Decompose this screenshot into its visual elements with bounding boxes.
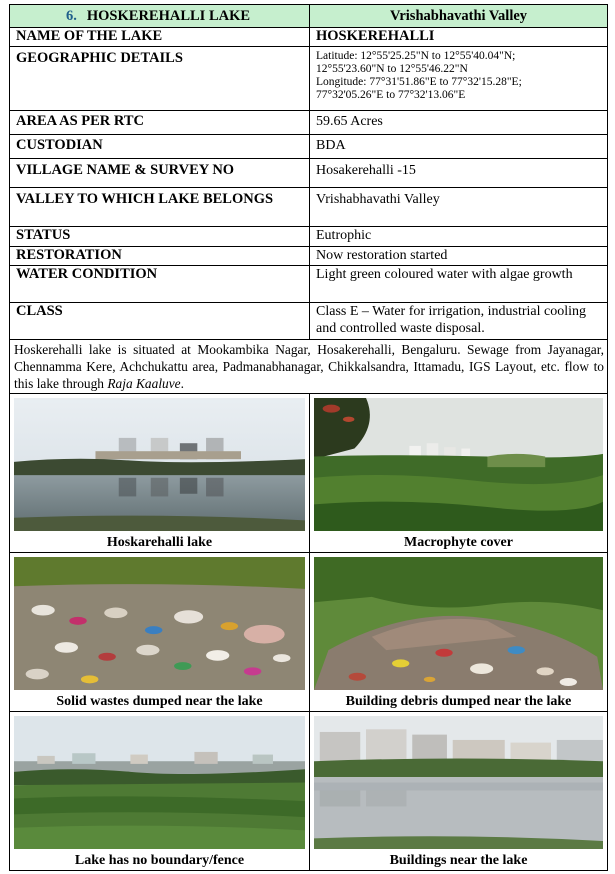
lake-description [10,340,608,394]
photo-cell-buildings [310,712,608,871]
value-village-survey: Hosakerehalli -15 [310,159,608,188]
description-italic: Raja Kaaluve [107,376,181,391]
value-status: Eutrophic [310,227,608,247]
lake-info-table [9,4,608,871]
lake-header-valley: Vrishabhavathi Valley [310,5,608,28]
photo-caption: Solid wastes dumped near the lake [56,694,263,709]
photo-caption: Macrophyte cover [404,535,513,550]
photo-caption: Buildings near the lake [389,853,528,868]
photo-cell-lake [10,394,310,553]
photo-caption: Hoskarehalli lake [106,535,213,550]
geo-line: 12°55'23.60"N to 12°55'46.22"N [316,63,468,75]
photo-lake-view [14,398,305,531]
photo-macrophyte-cover [314,398,603,531]
value-custodian: BDA [310,135,608,159]
lake-title: HOSKEREHALLI LAKE [86,7,251,24]
value-valley: Vrishabhavathi Valley [310,188,608,227]
label-status: STATUS [10,227,310,247]
photo-building-debris [314,557,603,690]
label-village-survey: VILLAGE NAME & SURVEY NO [10,159,310,188]
geo-line: 77°32'05.26"E to 77°32'13.06"E [316,89,466,101]
value-area: 59.65 Acres [310,111,608,135]
lake-number: 6. [66,7,77,24]
photo-caption: Lake has no boundary/fence [74,853,245,868]
value-restoration: Now restoration started [310,247,608,266]
photo-no-boundary [14,716,305,849]
photo-buildings-near-lake [314,716,603,849]
label-custodian: CUSTODIAN [10,135,310,159]
label-area: AREA AS PER RTC [10,111,310,135]
label-lake-name: NAME OF THE LAKE [10,28,310,47]
photo-solid-wastes [14,557,305,690]
label-valley: VALLEY TO WHICH LAKE BELONGS [10,188,310,227]
geo-line: Longitude: 77°31'51.86"E to 77°32'15.28"E; [316,76,522,88]
photo-cell-no-boundary [10,712,310,871]
photo-cell-macrophyte [310,394,608,553]
photo-cell-building-debris [310,553,608,712]
value-water-condition: Light green coloured water with algae growth [310,266,608,303]
label-restoration: RESTORATION [10,247,310,266]
value-class: Class E – Water for irrigation, industrial cooling and controlled waste disposal. [310,303,608,340]
label-water-condition: WATER CONDITION [10,266,310,303]
lake-header-title-cell [10,5,310,28]
value-lake-name: HOSKEREHALLI [310,28,608,47]
description-text: Hoskerehalli lake is situated at Mookambika Nagar, Hosakerehalli, Bengaluru. Sewage from Jayanagar, Chennamma Kere, Achchukattu area, Padmanabhanagar, Chikkalsandra, Ittamadu, IGS Layout, etc. flow to this lake through [14,342,604,391]
value-geographic-details [310,47,608,111]
label-class: CLASS [10,303,310,340]
photo-caption: Building debris dumped near the lake [345,694,572,709]
description-end: . [180,376,184,391]
geo-line: Latitude: 12°55'25.25"N to 12°55'40.04"N; [316,50,516,62]
photo-cell-solid-waste [10,553,310,712]
label-geographic-details: GEOGRAPHIC DETAILS [10,47,310,111]
